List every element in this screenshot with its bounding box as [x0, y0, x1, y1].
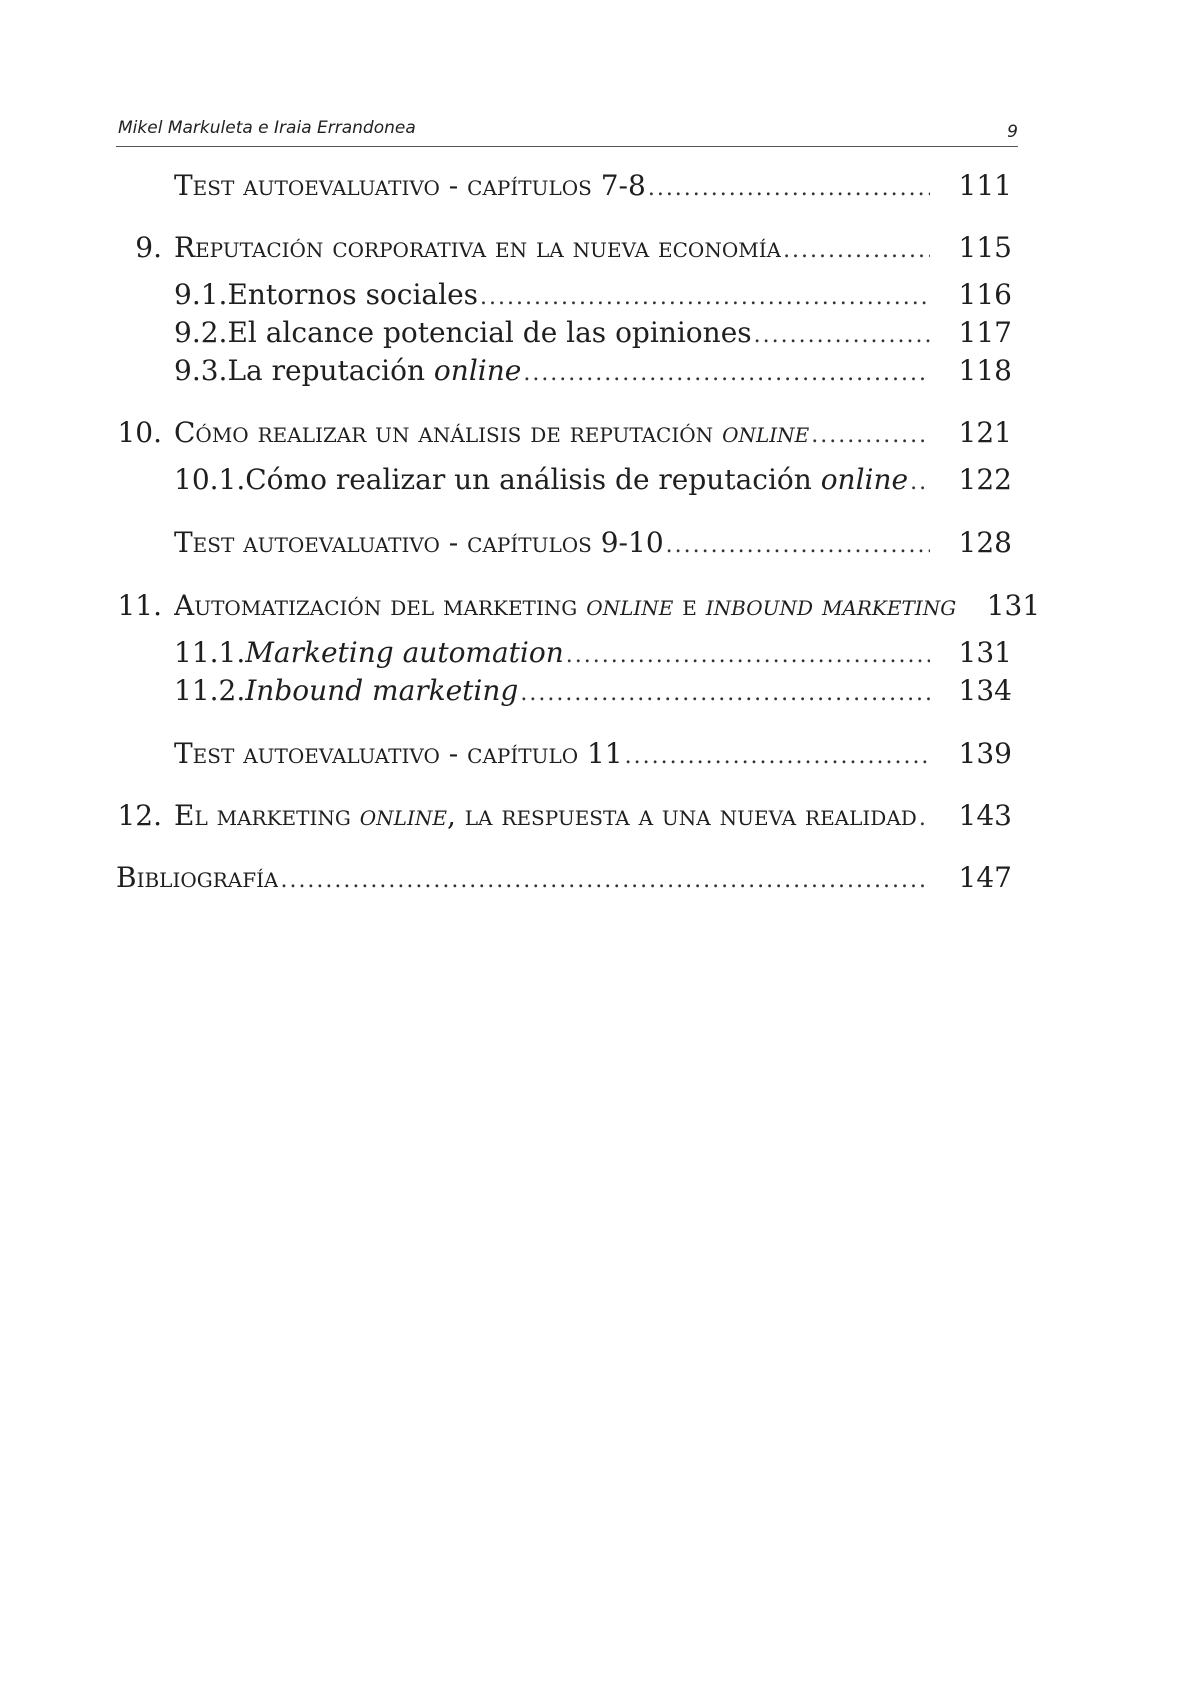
toc-entry-chapter-9: [116, 230, 1012, 266]
toc-entry-section-9-2: [116, 315, 1012, 351]
toc-number: 12.: [117, 799, 162, 832]
toc-title: Test autoevaluativo - capítulo 11: [174, 737, 623, 770]
leader-dots: [478, 280, 930, 316]
toc-number: 9.2.: [174, 316, 228, 349]
leader-dots: [664, 528, 930, 564]
toc-title-italic: online: [359, 799, 447, 832]
toc-title: [174, 798, 917, 834]
toc-entry-test-7-8: [116, 168, 1012, 204]
toc-title: Inbound marketing: [245, 674, 519, 707]
leader-dots: [278, 863, 930, 899]
toc-number: 9.: [135, 231, 162, 264]
toc-page: 139: [958, 737, 1012, 770]
toc-title-text: El marketing: [174, 799, 360, 832]
toc-title: [245, 462, 908, 498]
toc-entry-section-11-1: [116, 635, 1012, 671]
toc-title-italic: online: [820, 463, 909, 496]
toc-page: 147: [958, 861, 1012, 894]
leader-dots: [908, 465, 930, 501]
toc-page: 116: [958, 278, 1012, 311]
toc-number: 11.1.: [174, 636, 246, 669]
toc-title-text: Cómo realizar un análisis de reputación: [245, 463, 821, 496]
toc-entry-section-10-1: [116, 462, 1012, 498]
toc-page: 115: [958, 231, 1012, 264]
toc-page: 121: [958, 416, 1012, 449]
toc-number: 11.2.: [174, 674, 246, 707]
toc-page: 128: [958, 526, 1012, 559]
toc-title-italic: online: [722, 416, 810, 449]
leader-dots: [917, 801, 930, 837]
toc-number: 9.1.: [174, 278, 228, 311]
toc-title: [174, 415, 809, 451]
toc-title: Marketing automation: [245, 636, 564, 669]
toc-number: 10.1.: [174, 463, 246, 496]
leader-dots: [518, 676, 930, 712]
toc-title: El alcance potencial de las opiniones: [227, 316, 752, 349]
leader-dots: [781, 233, 930, 269]
toc-title-italic: inbound marketing: [705, 589, 957, 622]
leader-dots: [646, 171, 930, 207]
toc-entry-chapter-12: [116, 798, 1012, 834]
toc-title-text: La reputación: [227, 354, 434, 387]
toc-title: [227, 353, 521, 389]
toc-title: Bibliografía: [116, 861, 279, 894]
toc-entry-test-9-10: [116, 525, 1012, 561]
toc-title-italic: online: [586, 589, 674, 622]
toc-entry-chapter-10: [116, 415, 1012, 451]
toc-page: 118: [958, 354, 1012, 387]
leader-dots: [564, 638, 930, 674]
toc-title: Test autoevaluativo - capítulos 7-8: [174, 169, 646, 202]
toc-entry-bibliography: [116, 860, 1012, 896]
toc-page: 143: [958, 799, 1012, 832]
toc-number: 9.3.: [174, 354, 228, 387]
table-of-contents: [116, 0, 1041, 1692]
toc-title: Test autoevaluativo - capítulos 9-10: [174, 526, 664, 559]
leader-dots: [623, 739, 930, 775]
toc-title: Entornos sociales: [227, 278, 479, 311]
toc-page: 131: [958, 636, 1012, 669]
toc-title: [174, 588, 956, 624]
toc-title-text: , la respuesta a una nueva realidad: [446, 799, 917, 832]
toc-page: 122: [958, 463, 1012, 496]
toc-entry-test-11: [116, 736, 1012, 772]
toc-title-italic: online: [433, 354, 522, 387]
toc-page: 111: [958, 169, 1012, 202]
leader-dots: [521, 356, 930, 392]
toc-entry-section-9-1: [116, 277, 1012, 313]
toc-title: Reputación corporativa en la nueva economía: [174, 231, 782, 264]
leader-dots: [752, 318, 930, 354]
header-authors: Mikel Markuleta e Iraia Errandonea: [118, 118, 416, 138]
toc-page: 134: [958, 674, 1012, 707]
leader-dots: [809, 418, 930, 454]
toc-entry-section-9-3: [116, 353, 1012, 389]
toc-entry-chapter-11: [116, 588, 1041, 624]
toc-title-text: Cómo realizar un análisis de reputación: [174, 416, 723, 449]
toc-page: 117: [958, 316, 1012, 349]
toc-page: 131: [986, 589, 1041, 622]
header-page-number: 9: [1007, 122, 1018, 142]
toc-number: 10.: [117, 416, 162, 449]
toc-title-text: e: [673, 589, 706, 622]
toc-title-text: Automatización del marketing: [174, 589, 587, 622]
toc-entry-section-11-2: [116, 673, 1012, 709]
toc-number: 11.: [117, 589, 162, 622]
